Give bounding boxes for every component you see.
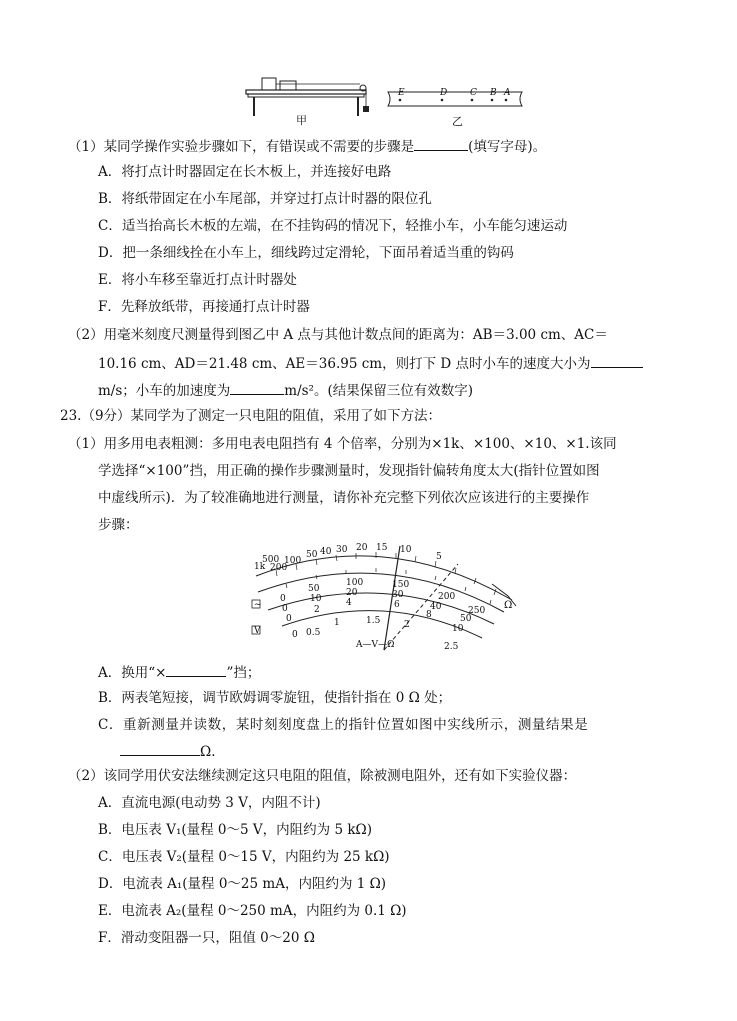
dial-mid2-40: 40 [430, 602, 442, 612]
q1-tail: (填写字母)。 [468, 139, 547, 155]
dial-top-10: 10 [400, 545, 412, 555]
q2-line2 [98, 353, 643, 373]
dial-mid1-150: 150 [392, 580, 410, 590]
q2-line3b: m/s²。(结果保留三位有效数字) [284, 383, 474, 399]
instrument-e: E．电流表 A₂(量程 0～250 mA，内阻约为 0.1 Ω) [98, 903, 407, 919]
q1-option-c: C．适当抬高长木板的左端，在不挂钩码的情况下，轻推小车，小车能匀速运动 [98, 218, 568, 234]
dial-top-100: 100 [284, 556, 302, 566]
dial-bottom-2: 2 [404, 620, 410, 630]
q1-text: （1）某同学操作实验步骤如下，有错误或不需要的步骤是 [68, 139, 415, 155]
q23-step-c-unit: Ω. [200, 744, 216, 760]
dial-mid2-50: 50 [460, 614, 472, 624]
q1-option-b: B．将纸带固定在小车尾部，并穿过打点计时器的限位孔 [98, 191, 432, 207]
apparatus-figure [240, 72, 380, 122]
tape-label-e: E [398, 88, 405, 98]
dial-mid1-0: 0 [280, 594, 286, 604]
q23-p1-line2: 学选择“×100”挡，用正确的操作步骤测量时，发现指针偏转角度太大(指针位置如图 [98, 463, 600, 479]
dial-mid3-0: 0 [286, 614, 292, 624]
dial-mid3-10: 10 [452, 624, 464, 634]
dial-mid2-30: 30 [392, 590, 404, 600]
dial-top-15: 15 [376, 543, 388, 553]
dial-bottom-1-5: 1.5 [366, 616, 381, 626]
q23-multiplier-blank[interactable] [166, 662, 226, 677]
dial-mid2-10: 10 [310, 594, 322, 604]
dial-mid1-100: 100 [346, 578, 364, 588]
dial-mid2-20: 20 [346, 588, 358, 598]
instrument-c: C．电压表 V₂(量程 0～15 V，内阻约为 25 kΩ) [98, 849, 390, 865]
q2-line3 [98, 380, 473, 400]
q23-result-blank[interactable] [120, 741, 200, 756]
dial-label-avo: A—V—Ω [356, 640, 395, 650]
q2-acceleration-blank[interactable] [230, 380, 284, 395]
dial-mid1-200: 200 [438, 592, 456, 602]
q2-velocity-blank[interactable] [591, 353, 643, 368]
q23-step-b: B．两表笔短接，调节欧姆调零旋钮，使指针指在 0 Ω 处； [98, 690, 452, 706]
q23-p2-line1: （2）该同学用伏安法继续测定这只电阻的阻值，除被测电阻外，还有如下实验仪器： [68, 768, 577, 784]
q23-step-c-line2 [120, 741, 215, 761]
dial-top-50: 50 [306, 550, 318, 560]
tape-label-c: C [470, 88, 477, 98]
dial-bottom-0: 0 [292, 630, 298, 640]
dial-mid1-50: 50 [308, 584, 320, 594]
q1-option-e: E．将小车移至靠近打点计时器处 [98, 272, 297, 288]
dial-bottom-0-5: 0.5 [306, 628, 321, 638]
tape-label-a: A [504, 88, 511, 98]
tape-label-d: D [440, 88, 448, 98]
q23-step-a [98, 662, 260, 682]
dial-unit-ohm: Ω [504, 600, 513, 611]
q23-step-c-line1: C．重新测量并读数，某时刻刻度盘上的指针位置如图中实线所示，测量结果是 [98, 717, 589, 733]
q23-p1-line1: （1）用多用电表粗测：多用电表电阻挡有 4 个倍率，分别为×1k、×100、×10、×1.该同 [68, 436, 617, 452]
q1-answer-blank[interactable] [414, 136, 468, 151]
figure-caption-jia: 甲 [296, 114, 307, 127]
dial-mid3-6: 6 [394, 600, 400, 610]
q2-line1: （2）用毫米刻度尺测量得到图乙中 A 点与其他计数点间的距离为：AB＝3.00 cm、AC＝ [68, 327, 608, 343]
q23-p1-line3: 中虚线所示)．为了较准确地进行测量，请你补充完整下列依次应该进行的主要操作 [98, 490, 590, 506]
q2-line2-text: 10.16 cm、AD＝21.48 cm、AE＝36.95 cm，则打下 D 点时小车的速度大小为 [98, 356, 591, 372]
q23-title: 23.（9分）某同学为了测定一只电阻的阻值，采用了如下方法： [60, 408, 442, 424]
dial-top-20: 20 [356, 543, 368, 553]
q23-step-a-tail: ”挡； [226, 665, 261, 681]
dial-top-40: 40 [320, 547, 332, 557]
dial-mid3-4: 4 [346, 598, 352, 608]
q23-p1-line4: 步骤： [98, 517, 139, 533]
dial-top-5: 5 [436, 552, 442, 562]
figure-caption-yi: 乙 [452, 115, 463, 128]
dial-bottom-2-5: 2.5 [444, 642, 459, 652]
dial-top-200: 200 [270, 563, 288, 573]
dial-mid1-250: 250 [468, 606, 486, 616]
instrument-a: A．直流电源(电动势 3 V，内阻不计) [98, 795, 321, 811]
q1-option-d: D．把一条细线拴在小车上，细线跨过定滑轮，下面吊着适当重的钩码 [98, 245, 514, 261]
instrument-b: B．电压表 V₁(量程 0～5 V，内阻约为 5 kΩ) [98, 822, 372, 838]
dial-top-500: 500 [262, 555, 280, 565]
dial-mid3-8: 8 [426, 610, 432, 620]
dial-mid3-2: 2 [314, 605, 320, 615]
q1-option-a: A．将打点计时器固定在长木板上，并连接好电路 [98, 164, 392, 180]
dial-bottom-1: 1 [334, 618, 340, 628]
dial-label-v: V [254, 626, 261, 636]
q2-line3a: m/s；小车的加速度为 [98, 383, 231, 399]
dial-mid2-0: 0 [282, 604, 288, 614]
dial-label-tilde: ~ [254, 600, 262, 610]
tape-label-b: B [490, 88, 497, 98]
dial-top-30: 30 [336, 545, 348, 555]
instrument-f: F．滑动变阻器一只，阻值 0～20 Ω [98, 930, 315, 946]
instrument-d: D．电流表 A₁(量程 0～25 mA，内阻约为 1 Ω) [98, 876, 387, 892]
q23-step-a-text: A．换用“× [98, 665, 167, 681]
dial-top-1k: 1k [254, 562, 266, 572]
q1-option-f: F．先释放纸带，再接通打点计时器 [98, 299, 310, 315]
q1-line [68, 136, 546, 156]
